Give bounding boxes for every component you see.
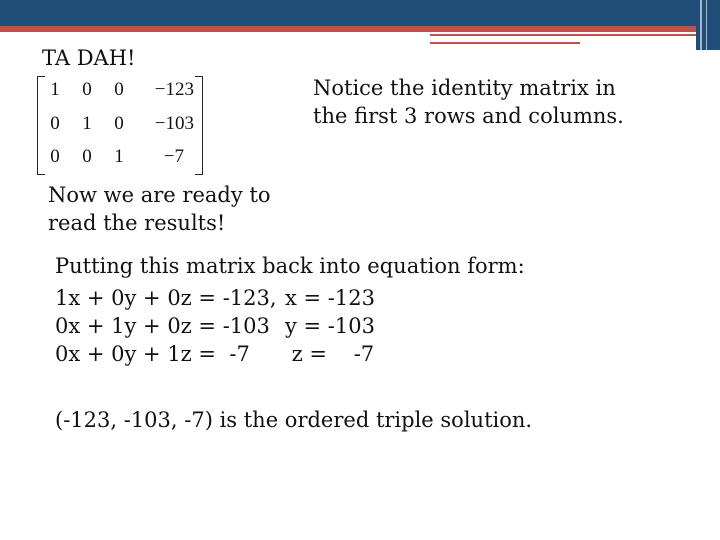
identity-note-line: Notice the identity matrix in [313, 76, 616, 100]
matrix-right-bracket [195, 76, 203, 175]
equation-result: y = -103 [285, 314, 375, 338]
ready-text-line: Now we are ready to [48, 183, 271, 207]
identity-note-line: the first 3 rows and columns. [313, 104, 624, 128]
matrix-cell: −123 [154, 79, 194, 100]
identity-note [313, 74, 624, 130]
ready-text-line: read the results! [48, 211, 226, 235]
matrix-cell: 0 [114, 113, 124, 134]
matrix-cell: 1 [50, 79, 60, 100]
augmented-matrix [37, 76, 203, 173]
matrix-cell: 0 [82, 146, 92, 167]
header-band [0, 0, 720, 26]
equation-row [55, 312, 375, 340]
equation-form-heading: Putting this matrix back into equation form: [55, 254, 525, 278]
header-corner-line [700, 0, 702, 50]
matrix-cell: 0 [50, 146, 60, 167]
matrix-cell: −7 [163, 146, 184, 167]
equation-expanded: 0x + 0y + 1z = -7 [55, 342, 250, 366]
slide-title: TA DAH! [42, 46, 136, 70]
matrix-cell: 1 [82, 113, 92, 134]
matrix-cell: 0 [114, 79, 124, 100]
header-corner-line-thin [706, 0, 707, 50]
matrix-cell: −103 [154, 113, 194, 134]
equation-result: z = -7 [285, 342, 375, 366]
matrix-cell: 0 [50, 113, 60, 134]
ready-text [48, 181, 270, 237]
header-accent-stripe [430, 34, 720, 36]
equation-expanded: 0x + 1y + 0z = -103 [55, 314, 270, 338]
header-accent-stripe-short [430, 42, 580, 44]
header-accent-band [0, 26, 720, 32]
solution-statement: (-123, -103, -7) is the ordered triple solution. [55, 408, 533, 432]
equation-list [55, 284, 375, 368]
equation-row [55, 340, 375, 368]
equation-row [55, 284, 375, 312]
equation-expanded: 1x + 0y + 0z = -123, [55, 286, 277, 310]
equation-result: x = -123 [285, 286, 375, 310]
matrix-cell: 0 [82, 79, 92, 100]
matrix-cell: 1 [114, 146, 124, 167]
